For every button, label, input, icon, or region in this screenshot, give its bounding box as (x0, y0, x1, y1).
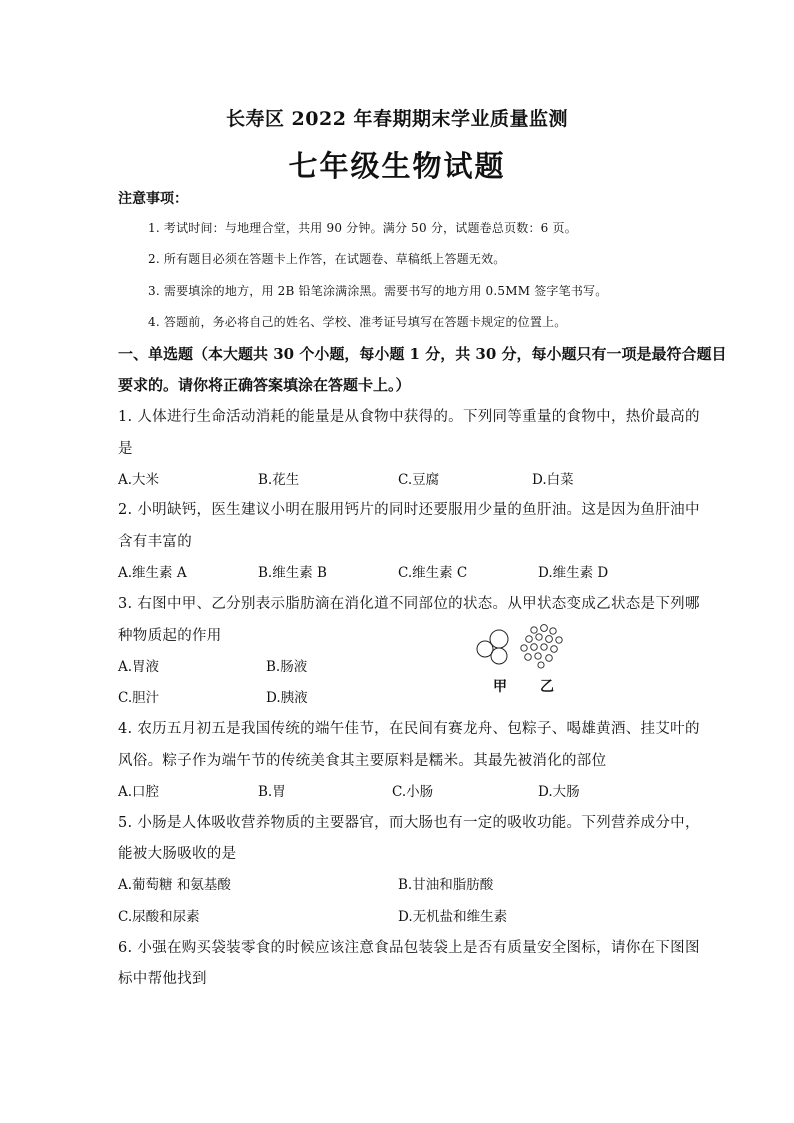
question-6-stem: 6. 小强在购买袋装零食的时候应该注意食品包装袋上是否有质量安全图标，请你在下图图 (118, 940, 700, 956)
question-1-stem-cont: 是 (118, 441, 133, 457)
figure-label-jia: 甲 (493, 679, 507, 695)
question-3-stem-cont: 种物质起的作用 (118, 628, 222, 644)
question-2-option-b: B.维生素 B (258, 565, 327, 581)
question-4-option-d: D.大肠 (538, 784, 580, 800)
exam-subtitle: 长寿区 2022 年春期期末学业质量监测 (225, 108, 569, 130)
notice-item: 4. 答题前，务必将自己的姓名、学校、准考证号填写在答题卡规定的位置上。 (148, 315, 567, 329)
notice-item: 2. 所有题目必须在答题卡上作答，在试题卷、草稿纸上答题无效。 (148, 252, 506, 266)
question-5-option-c: C.尿酸和尿素 (118, 909, 200, 925)
question-3-stem: 3. 右图中甲、乙分别表示脂肪滴在消化道不同部位的状态。从甲状态变成乙状态是下列哪 (118, 596, 700, 612)
question-2-stem-cont: 含有丰富的 (118, 534, 192, 550)
question-4-stem: 4. 农历五月初五是我国传统的端午佳节，在民间有赛龙舟、包粽子、喝雄黄酒、挂艾叶的 (118, 721, 700, 737)
notice-item: 1. 考试时间：与地理合堂，共用 90 分钟。满分 50 分，试题卷总页数：6 页。 (148, 221, 577, 235)
notice-item: 3. 需要填涂的地方，用 2B 铅笔涂满涂黑。需要书写的地方用 0.5MM 签字笔书写。 (148, 284, 608, 298)
question-1-option-c: C.豆腐 (398, 472, 440, 488)
state-yi-droplets (521, 625, 562, 669)
question-5-stem: 5. 小肠是人体吸收营养物质的主要器官，而大肠也有一定的吸收功能。下列营养成分中， (118, 815, 700, 831)
question-1-stem: 1. 人体进行生命活动消耗的能量是从食物中获得的。下列同等重量的食物中，热价最高的 (118, 409, 700, 425)
question-6-stem-cont: 标中帮他找到 (118, 971, 207, 987)
question-5-stem-cont: 能被大肠吸收的是 (118, 846, 237, 862)
question-4-option-c: C.小肠 (392, 784, 434, 800)
question-4-option-a: A.口腔 (118, 784, 160, 800)
question-5-option-a: A.葡萄糖 和氨基酸 (118, 877, 231, 893)
fat-droplet-figure (472, 622, 582, 698)
question-3-option-c: C.胆汁 (118, 690, 160, 706)
fat-droplet-diagram (472, 622, 582, 698)
question-1-option-b: B.花生 (258, 472, 300, 488)
question-5-option-d: D.无机盐和维生素 (398, 909, 508, 925)
exam-title: 七年级生物试题 (288, 149, 506, 183)
question-4-option-b: B.胃 (258, 784, 286, 800)
figure-label-yi: 乙 (540, 679, 554, 695)
question-4-stem-cont: 风俗。粽子作为端午节的传统美食其主要原料是糯米。其最先被消化的部位 (118, 753, 607, 769)
question-2-stem: 2. 小明缺钙，医生建议小明在服用钙片的同时还要服用少量的鱼肝油。这是因为鱼肝油中 (118, 502, 700, 518)
question-2-option-a: A.维生素 A (118, 565, 187, 581)
question-1-option-a: A.大米 (118, 472, 160, 488)
section-heading-cont: 要求的。请你将正确答案填涂在答题卡上。） (118, 376, 411, 394)
question-5-option-b: B.甘油和脂肪酸 (398, 877, 494, 893)
question-2-option-d: D.维生素 D (538, 565, 609, 581)
question-3-option-a: A.胃液 (118, 659, 160, 675)
question-2-option-c: C.维生素 C (398, 565, 468, 581)
question-3-option-b: B.肠液 (266, 659, 308, 675)
question-1-option-d: D.白菜 (532, 472, 574, 488)
question-3-option-d: D.胰液 (266, 690, 308, 706)
section-heading: 一、单选题（本大题共 30 个小题，每小题 1 分，共 30 分，每小题只有一项是最符合题目 (118, 345, 727, 363)
state-jia-droplets (477, 630, 508, 664)
notice-heading: 注意事项： (118, 191, 188, 207)
